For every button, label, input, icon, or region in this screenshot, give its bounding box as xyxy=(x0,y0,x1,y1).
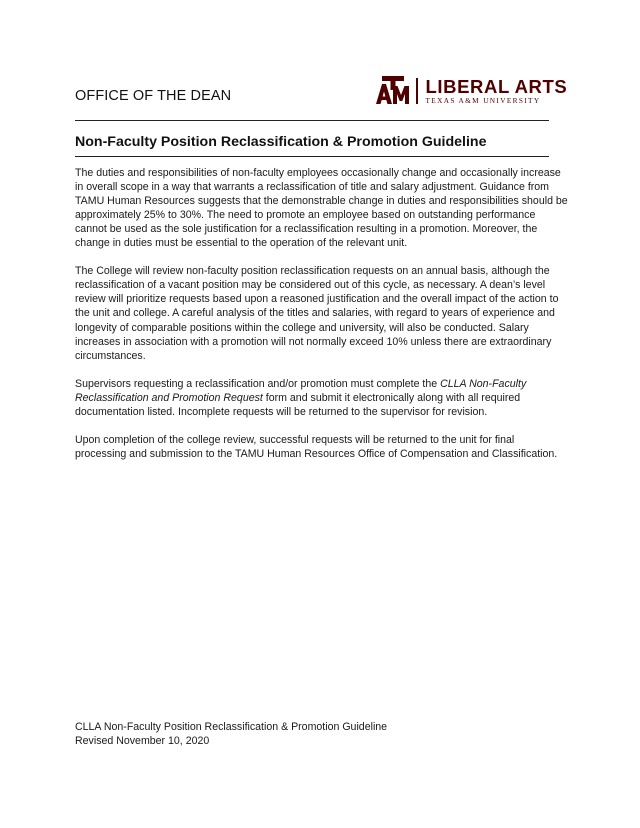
document-body xyxy=(75,166,567,475)
paragraph-supervisors xyxy=(75,377,567,419)
text-line: Upon completion of the college review, successful requests will be returned to the unit for final xyxy=(75,433,515,446)
text-line: review will prioritize requests based upon a reasoned justification and the overall impact of the action to xyxy=(75,293,559,306)
form-name-link-text: Reclassification and Promotion Request xyxy=(75,391,263,404)
text-line: longevity of comparable positions within the college and university, will also be conducted. Salary xyxy=(75,321,529,334)
footer-document-name: CLLA Non-Faculty Position Reclassification & Promotion Guideline xyxy=(75,721,388,733)
paragraph-review xyxy=(75,264,567,362)
text-line: TAMU Human Resources suggests that the demonstrable change in duties and responsibilities should be xyxy=(75,195,568,208)
form-name-link-text: CLLA Non-Faculty xyxy=(440,377,527,390)
logo-divider xyxy=(416,78,418,104)
office-heading: OFFICE OF THE DEAN xyxy=(75,88,232,104)
paragraph-duties xyxy=(75,166,567,250)
text-line: The College will review non-faculty position reclassification requests on an annual basis, although the xyxy=(75,265,550,278)
text-line: in overall scope in a way that warrants a reclassification of title and salary adjustment. Guidance from xyxy=(75,181,550,194)
page-footer xyxy=(75,720,387,748)
text-line: increases in association with a promotion will not normally exceed 10% unless there are extraordinary xyxy=(75,335,552,348)
text-line: processing and submission to the TAMU Human Resources Office of Compensation and Classification. xyxy=(75,447,558,460)
liberal-arts-logo xyxy=(376,75,567,107)
text-line: approximately 25% to 30%. The need to promote an employee based on outstanding performance xyxy=(75,209,536,222)
header-divider xyxy=(75,120,549,121)
logo-sub-text: TEXAS A&M UNIVERSITY xyxy=(425,95,541,105)
text-line: the unit and college. A careful analysis of the titles and salaries, with regard to years of experience and xyxy=(75,307,555,320)
text-run: Supervisors requesting a reclassification and/or promotion must complete the xyxy=(75,377,441,390)
text-line: reclassification of a vacant position may be considered out of this cycle, as necessary. A dean’s level xyxy=(75,279,546,292)
logo-wordmark xyxy=(425,75,568,105)
title-divider xyxy=(75,156,549,157)
document-title: Non-Faculty Position Reclassification & Promotion Guideline xyxy=(75,134,487,150)
text-line: circumstances. xyxy=(75,349,146,362)
text-line: documentation listed. Incomplete requests will be returned to the supervisor for revision. xyxy=(75,405,488,418)
atm-logo-icon xyxy=(376,76,410,106)
paragraph-completion xyxy=(75,433,567,461)
logo-main-text: LIBERAL ARTS xyxy=(425,75,568,97)
footer-revision-date: Revised November 10, 2020 xyxy=(75,735,210,748)
text-line xyxy=(75,377,567,391)
text-line: change in duties must be essential to the operation of the relevant unit. xyxy=(75,237,408,250)
text-line: cannot be used as the sole justification for a reclassification resulting in a promotion. Moreover, the xyxy=(75,223,538,236)
text-line xyxy=(75,391,567,405)
text-line: The duties and responsibilities of non-faculty employees occasionally change and occasionally increase xyxy=(75,167,561,179)
text-run: form and submit it electronically along with all required xyxy=(262,391,521,404)
